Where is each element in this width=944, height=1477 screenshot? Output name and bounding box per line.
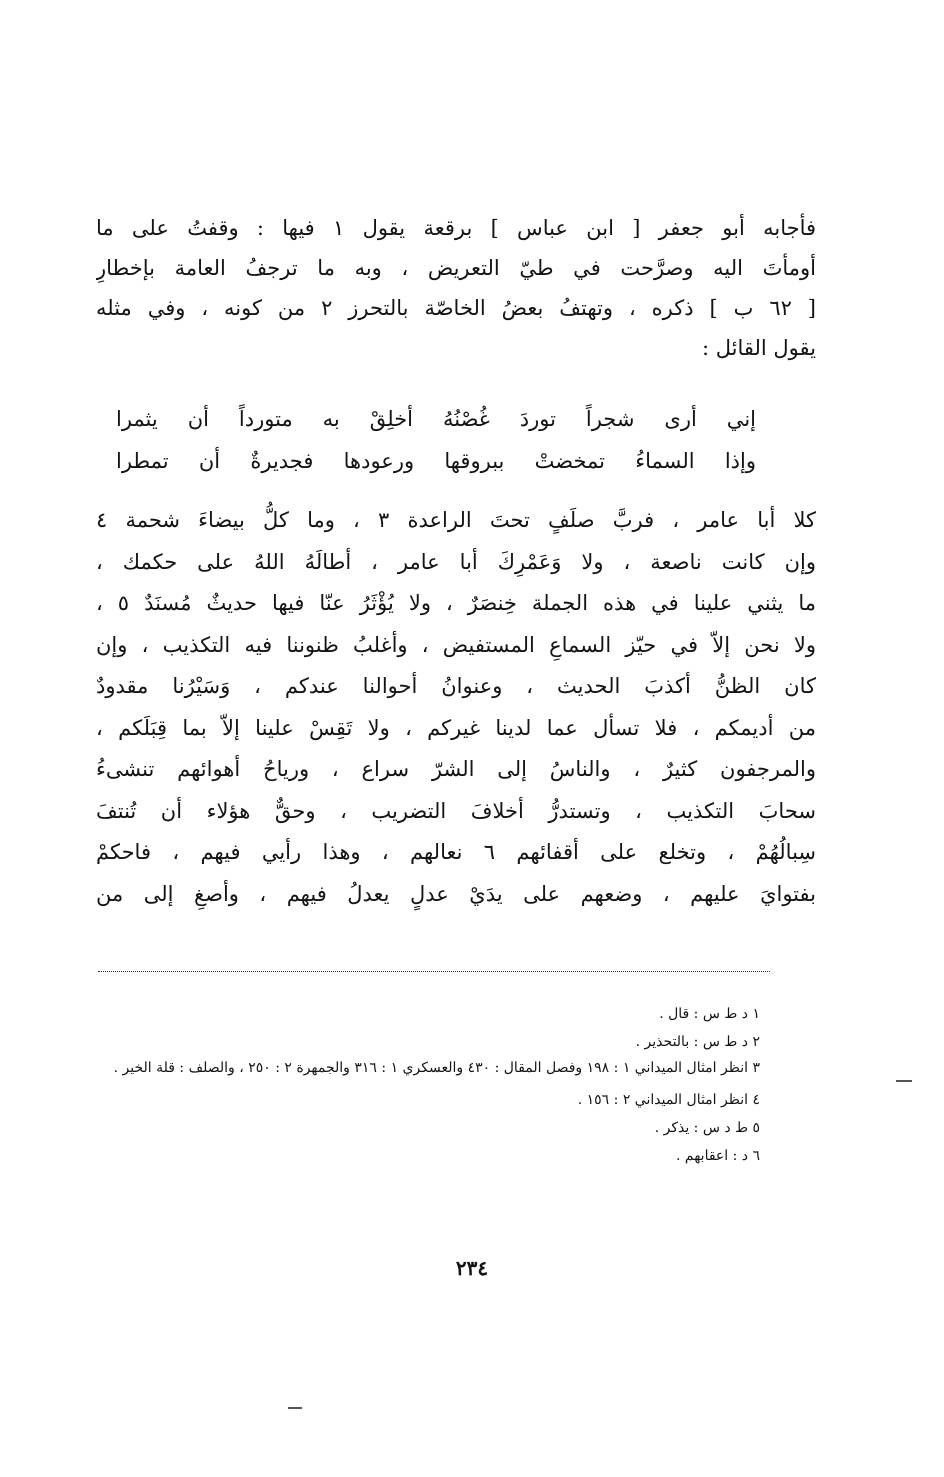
paragraph-opening	[96, 208, 816, 368]
text-line: يقول القائل :	[701, 336, 816, 360]
text-line: فأجابه أبو جعفر [ ابن عباس ] برقعة يقول ١ فيها : وقفتُ على ما	[96, 216, 816, 240]
text-line: [ ٦٢ ب ] ذكره ، وتهتفُ بعضُ الخاصّة بالتحرز ٢ من كونه ، وفي مثله	[96, 296, 816, 320]
text-line: ولا نحن إلاّ في حيّز السماعِ المستفيض ، وأغلبُ ظنوننا فيه التكذيب ، وإن	[96, 632, 816, 657]
text-line: سحابَ التكذيب ، وتستدرُّ أخلافَ التضريب ، وحقٌّ هؤلاء أن تُنتفَ	[96, 798, 816, 823]
footnote: ٦ د : اعقابهم .	[676, 1148, 760, 1164]
scan-mark	[896, 1080, 912, 1082]
text-line: كان الظنُّ أكذبَ الحديث ، وعنوانُ أحوالنا عندكم ، وَسَيْرُنا مقدودٌ	[96, 674, 816, 698]
paragraph-reply	[96, 500, 816, 915]
footnote-separator	[98, 971, 770, 972]
footnotes	[100, 1000, 760, 1170]
text-line: ما يثني علينا في هذه الجملة خِنصَرٌ ، ولا يُؤْثَرُ عنّا فيها حديثٌ مُسنَدٌ ٥ ،	[96, 591, 816, 615]
poetry-verse	[116, 398, 756, 482]
footnote: ٤ انظر امثال الميداني ٢ : ١٥٦ .	[577, 1092, 760, 1108]
page-number: ٢٣٤	[455, 1256, 489, 1280]
text-line: والمرجفون كثيرٌ ، والناسُ إلى الشرّ سراع ، ورياحُ أهوائهم تنشىءُ	[96, 757, 816, 781]
footnote: ٢ د ط س : بالتحذير .	[635, 1034, 760, 1050]
verse-line: وإذا السماءُ تمخضتْ ببروقها ورعودها فجديرةٌ أن تمطرا	[116, 449, 756, 473]
verse-line: إني أرى شجراً توردَ غُصْنُهُ أخلِقْ به متورداً أن يثمرا	[116, 407, 756, 431]
footnote: ٣ انظر امثال الميداني ١ : ١٩٨ وفصل المقال : ٤٣٠ والعسكري ١ : ٣١٦ والجمهرة ٢ : ٢٥٠ ، والصلف : قلة الخير .	[113, 1060, 760, 1076]
scan-mark	[288, 1407, 302, 1409]
text-line: من أديمكم ، فلا تسأل عما لدينا غيركم ، ولا تَقِسْ علينا إلاّ بما قِبَلَكم ،	[96, 715, 816, 740]
text-line: سِبالُهُمْ ، وتخلع على أقفائهم ٦ نعالهم ، وهذا رأيي فيهم ، فاحكمْ	[96, 840, 816, 864]
text-line: كلا أبا عامر ، فربَّ صلَفٍ تحتَ الراعدة ٣ ، وما كلُّ بيضاءَ شحمة ٤	[96, 508, 816, 532]
text-line: أومأتَ اليه وصرَّحت في طيّ التعريض ، وبه ما ترجفُ العامة بإخطارِ	[96, 256, 816, 280]
text-line: وإن كانت ناصعة ، ولا وَعَمْرِكَ أبا عامر ، أطالَهُ اللهُ على حكمك ،	[96, 549, 816, 574]
footnote: ١ د ط س : قال .	[659, 1006, 760, 1022]
text-line: بفتوايَ عليهم ، وضعهم على يدَيْ عدلٍ يعدلُ فيهم ، وأصغِ إلى من	[96, 881, 816, 906]
footnote: ٥ ط د س : يذكر .	[654, 1120, 760, 1136]
